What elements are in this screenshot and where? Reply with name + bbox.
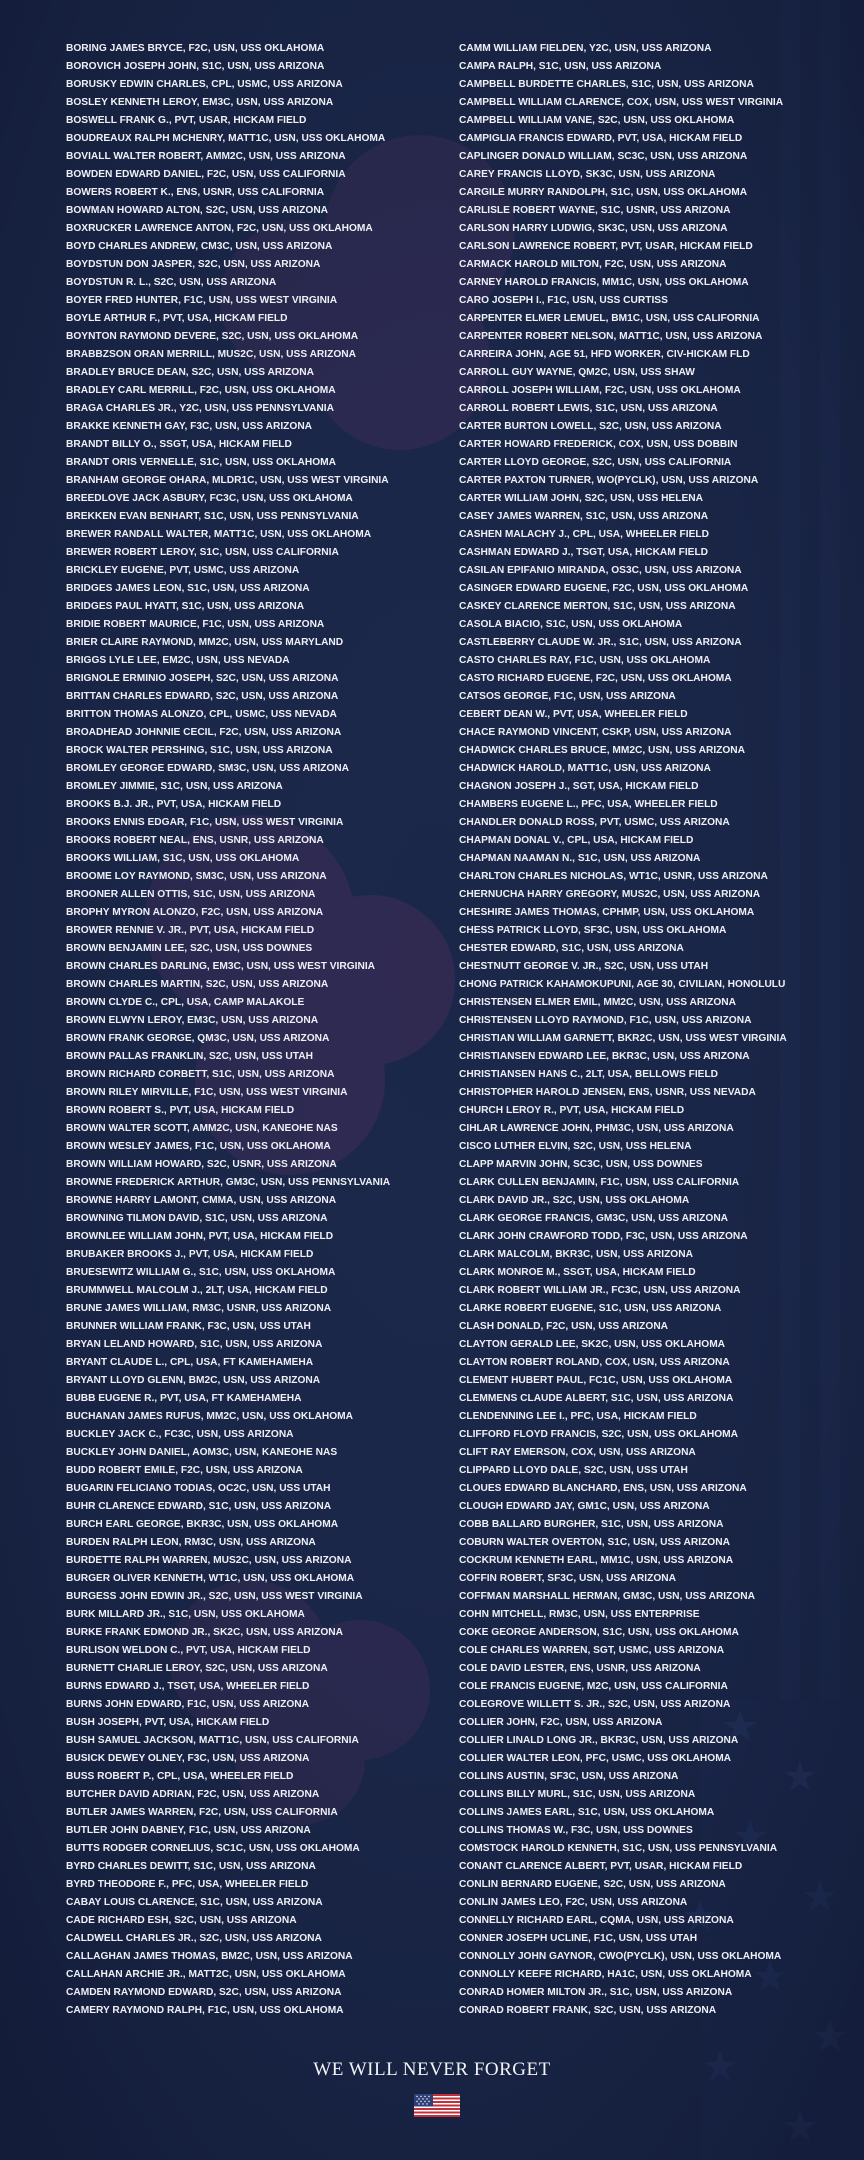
name-entry: BOWMAN HOWARD ALTON, S2C, USN, USS ARIZONA xyxy=(66,205,329,216)
name-entry: BUTCHER DAVID ADRIAN, F2C, USN, USS ARIZONA xyxy=(66,1789,320,1800)
name-entry: BRIDGES JAMES LEON, S1C, USN, USS ARIZONA xyxy=(66,583,310,594)
name-entry: CHRISTENSEN LLOYD RAYMOND, F1C, USN, USS ARIZONA xyxy=(459,1015,752,1026)
name-entry: BROWER RENNIE V. JR., PVT, USA, HICKAM FIELD xyxy=(66,925,315,936)
name-entry: BOXRUCKER LAWRENCE ANTON, F2C, USN, USS OKLAHOMA xyxy=(66,223,373,234)
name-entry: CAMPBELL WILLIAM VANE, S2C, USN, USS OKLAHOMA xyxy=(459,115,735,126)
name-entry: BROWNLEE WILLIAM JOHN, PVT, USA, HICKAM FIELD xyxy=(66,1231,334,1242)
name-entry: CAPLINGER DONALD WILLIAM, SC3C, USN, USS ARIZONA xyxy=(459,151,748,162)
us-flag-icon xyxy=(414,2094,460,2117)
name-entry: CAMERY RAYMOND RALPH, F1C, USN, USS OKLAHOMA xyxy=(66,2005,344,2016)
name-entry: CISCO LUTHER ELVIN, S2C, USN, USS HELENA xyxy=(459,1141,692,1152)
name-entry: COHN MITCHELL, RM3C, USN, USS ENTERPRISE xyxy=(459,1609,700,1620)
name-entry: COLLINS JAMES EARL, S1C, USN, USS OKLAHOMA xyxy=(459,1807,715,1818)
name-entry: BROADHEAD JOHNNIE CECIL, F2C, USN, USS ARIZONA xyxy=(66,727,342,738)
name-entry: CARREIRA JOHN, AGE 51, HFD WORKER, CIV-HICKAM FLD xyxy=(459,349,750,360)
name-entry: CARNEY HAROLD FRANCIS, MM1C, USN, USS OKLAHOMA xyxy=(459,277,749,288)
name-entry: COLLIER JOHN, F2C, USN, USS ARIZONA xyxy=(459,1717,663,1728)
name-entry: BUSH JOSEPH, PVT, USA, HICKAM FIELD xyxy=(66,1717,270,1728)
name-entry: BROWN CHARLES MARTIN, S2C, USN, USS ARIZONA xyxy=(66,979,329,990)
name-entry: CONNER JOSEPH UCLINE, F1C, USN, USS UTAH xyxy=(459,1933,698,1944)
name-entry: BRYANT CLAUDE L., CPL, USA, FT KAMEHAMEHA xyxy=(66,1357,314,1368)
name-entry: BUSS ROBERT P., CPL, USA, WHEELER FIELD xyxy=(66,1771,294,1782)
name-entry: CASKEY CLARENCE MERTON, S1C, USN, USS ARIZONA xyxy=(459,601,736,612)
name-entry: CLARK CULLEN BENJAMIN, F1C, USN, USS CALIFORNIA xyxy=(459,1177,740,1188)
name-entry: COLLINS BILLY MURL, S1C, USN, USS ARIZONA xyxy=(459,1789,696,1800)
name-entry: CLARK MONROE M., SSGT, USA, HICKAM FIELD xyxy=(459,1267,696,1278)
name-entry: CLENDENNING LEE I., PFC, USA, HICKAM FIELD xyxy=(459,1411,697,1422)
name-entry: BUCKLEY JACK C., FC3C, USN, USS ARIZONA xyxy=(66,1429,294,1440)
name-entry: BOYDSTUN R. L., S2C, USN, USS ARIZONA xyxy=(66,277,277,288)
name-entry: BURNS EDWARD J., TSGT, USA, WHEELER FIELD xyxy=(66,1681,310,1692)
name-entry: BROCK WALTER PERSHING, S1C, USN, USS ARIZONA xyxy=(66,745,333,756)
name-entry: CARLSON HARRY LUDWIG, SK3C, USN, USS ARIZONA xyxy=(459,223,728,234)
name-entry: BOYNTON RAYMOND DEVERE, S2C, USN, USS OKLAHOMA xyxy=(66,331,359,342)
name-entry: BUBB EUGENE R., PVT, USA, FT KAMEHAMEHA xyxy=(66,1393,302,1404)
name-entry: CONNOLLY KEEFE RICHARD, HA1C, USN, USS OKLAHOMA xyxy=(459,1969,752,1980)
name-entry: CASTO CHARLES RAY, F1C, USN, USS OKLAHOMA xyxy=(459,655,711,666)
name-entry: CAMDEN RAYMOND EDWARD, S2C, USN, USS ARIZONA xyxy=(66,1987,342,1998)
name-entry: BRYANT LLOYD GLENN, BM2C, USN, USS ARIZONA xyxy=(66,1375,321,1386)
name-entry: COKE GEORGE ANDERSON, S1C, USN, USS OKLAHOMA xyxy=(459,1627,739,1638)
name-entry: BRANDT BILLY O., SSGT, USA, HICKAM FIELD xyxy=(66,439,292,450)
name-entry: CARLISLE ROBERT WAYNE, S1C, USNR, USS ARIZONA xyxy=(459,205,731,216)
name-entry: BROWN RILEY MIRVILLE, F1C, USN, USS WEST VIRGINIA xyxy=(66,1087,348,1098)
name-entry: BROWN PALLAS FRANKLIN, S2C, USN, USS UTAH xyxy=(66,1051,313,1062)
name-entry: CASHEN MALACHY J., CPL, USA, WHEELER FIELD xyxy=(459,529,709,540)
name-entry: BUTLER JAMES WARREN, F2C, USN, USS CALIFORNIA xyxy=(66,1807,338,1818)
name-entry: BRYAN LELAND HOWARD, S1C, USN, USS ARIZONA xyxy=(66,1339,323,1350)
name-entry: CASILAN EPIFANIO MIRANDA, OS3C, USN, USS ARIZONA xyxy=(459,565,742,576)
name-entry: BRITTON THOMAS ALONZO, CPL, USMC, USS NEVADA xyxy=(66,709,337,720)
name-entry: BRUNE JAMES WILLIAM, RM3C, USNR, USS ARIZONA xyxy=(66,1303,332,1314)
name-entry: CLOUES EDWARD BLANCHARD, ENS, USN, USS ARIZONA xyxy=(459,1483,747,1494)
name-entry: BURGESS JOHN EDWIN JR., S2C, USN, USS WEST VIRGINIA xyxy=(66,1591,363,1602)
name-entry: BROWN ELWYN LEROY, EM3C, USN, USS ARIZONA xyxy=(66,1015,319,1026)
name-entry: COLE FRANCIS EUGENE, M2C, USN, USS CALIFORNIA xyxy=(459,1681,728,1692)
name-entry: BOYDSTUN DON JASPER, S2C, USN, USS ARIZONA xyxy=(66,259,321,270)
name-entry: COFFMAN MARSHALL HERMAN, GM3C, USN, USS ARIZONA xyxy=(459,1591,755,1602)
name-entry: BUDD ROBERT EMILE, F2C, USN, USS ARIZONA xyxy=(66,1465,303,1476)
name-entry: BRADLEY BRUCE DEAN, S2C, USN, USS ARIZONA xyxy=(66,367,314,378)
name-entry: BROWN BENJAMIN LEE, S2C, USN, USS DOWNES xyxy=(66,943,313,954)
name-entry: BRABBZSON ORAN MERRILL, MUS2C, USN, USS ARIZONA xyxy=(66,349,356,360)
name-entry: CHESHIRE JAMES THOMAS, CPHMP, USN, USS OKLAHOMA xyxy=(459,907,755,918)
name-entry: CLARK GEORGE FRANCIS, GM3C, USN, USS ARIZONA xyxy=(459,1213,729,1224)
name-entry: BRIGGS LYLE LEE, EM2C, USN, USS NEVADA xyxy=(66,655,290,666)
name-entry: CARGILE MURRY RANDOLPH, S1C, USN, USS OKLAHOMA xyxy=(459,187,748,198)
name-entry: CLEMENT HUBERT PAUL, FC1C, USN, USS OKLAHOMA xyxy=(459,1375,733,1386)
name-entry: CHRISTIANSEN EDWARD LEE, BKR3C, USN, USS ARIZONA xyxy=(459,1051,750,1062)
name-entry: BRADLEY CARL MERRILL, F2C, USN, USS OKLAHOMA xyxy=(66,385,336,396)
name-entry: CLARK DAVID JR., S2C, USN, USS OKLAHOMA xyxy=(459,1195,690,1206)
name-entry: CASHMAN EDWARD J., TSGT, USA, HICKAM FIELD xyxy=(459,547,709,558)
name-entry: BROMLEY JIMMIE, S1C, USN, USS ARIZONA xyxy=(66,781,283,792)
name-entry: COLEGROVE WILLETT S. JR., S2C, USN, USS ARIZONA xyxy=(459,1699,731,1710)
name-entry: BOWDEN EDWARD DANIEL, F2C, USN, USS CALIFORNIA xyxy=(66,169,346,180)
name-entry: CHAMBERS EUGENE L., PFC, USA, WHEELER FIELD xyxy=(459,799,718,810)
name-entry: CLIFFORD FLOYD FRANCIS, S2C, USN, USS OKLAHOMA xyxy=(459,1429,739,1440)
name-entry: CHESTER EDWARD, S1C, USN, USS ARIZONA xyxy=(459,943,684,954)
name-entry: CLIFT RAY EMERSON, COX, USN, USS ARIZONA xyxy=(459,1447,696,1458)
name-entry: CONRAD HOMER MILTON JR., S1C, USN, USS ARIZONA xyxy=(459,1987,733,1998)
name-entry: CARTER LLOYD GEORGE, S2C, USN, USS CALIFORNIA xyxy=(459,457,732,468)
name-entry: CHANDLER DONALD ROSS, PVT, USMC, USS ARIZONA xyxy=(459,817,730,828)
name-entry: BREWER RANDALL WALTER, MATT1C, USN, USS OKLAHOMA xyxy=(66,529,372,540)
name-entry: CHRISTIANSEN HANS C., 2LT, USA, BELLOWS FIELD xyxy=(459,1069,719,1080)
name-entry: BURK MILLARD JR., S1C, USN, USS OKLAHOMA xyxy=(66,1609,305,1620)
name-entry: COLLINS THOMAS W., F3C, USN, USS DOWNES xyxy=(459,1825,693,1836)
name-entry: BUTTS RODGER CORNELIUS, SC1C, USN, USS OKLAHOMA xyxy=(66,1843,360,1854)
name-entry: BOWERS ROBERT K., ENS, USNR, USS CALIFORNIA xyxy=(66,187,325,198)
name-entry: BORUSKY EDWIN CHARLES, CPL, USMC, USS ARIZONA xyxy=(66,79,343,90)
name-entry: BRUMMWELL MALCOLM J., 2LT, USA, HICKAM FIELD xyxy=(66,1285,328,1296)
name-entry: CAMPIGLIA FRANCIS EDWARD, PVT, USA, HICKAM FIELD xyxy=(459,133,743,144)
name-entry: CALLAHAN ARCHIE JR., MATT2C, USN, USS OKLAHOMA xyxy=(66,1969,346,1980)
name-entry: CHACE RAYMOND VINCENT, CSKP, USN, USS ARIZONA xyxy=(459,727,732,738)
name-entry: CASINGER EDWARD EUGENE, F2C, USN, USS OKLAHOMA xyxy=(459,583,749,594)
name-entry: CHESS PATRICK LLOYD, SF3C, USN, USS OKLAHOMA xyxy=(459,925,727,936)
name-entry: COFFIN ROBERT, SF3C, USN, USS ARIZONA xyxy=(459,1573,676,1584)
name-entry: CAMPBELL WILLIAM CLARENCE, COX, USN, USS WEST VIRGINIA xyxy=(459,97,784,108)
name-entry: BOYLE ARTHUR F., PVT, USA, HICKAM FIELD xyxy=(66,313,288,324)
name-entry: CARROLL GUY WAYNE, QM2C, USN, USS SHAW xyxy=(459,367,695,378)
name-entry: CLARK ROBERT WILLIAM JR., FC3C, USN, USS ARIZONA xyxy=(459,1285,741,1296)
name-entry: CLAYTON GERALD LEE, SK2C, USN, USS OKLAHOMA xyxy=(459,1339,726,1350)
name-entry: BROOME LOY RAYMOND, SM3C, USN, USS ARIZONA xyxy=(66,871,327,882)
name-entry: COLE DAVID LESTER, ENS, USNR, USS ARIZONA xyxy=(459,1663,701,1674)
name-entry: BURDEN RALPH LEON, RM3C, USN, USS ARIZONA xyxy=(66,1537,316,1548)
name-entry: BROWNING TILMON DAVID, S1C, USN, USS ARIZONA xyxy=(66,1213,328,1224)
name-entry: BROWNE FREDERICK ARTHUR, GM3C, USN, USS PENNSYLVANIA xyxy=(66,1177,391,1188)
name-entry: CASEY JAMES WARREN, S1C, USN, USS ARIZONA xyxy=(459,511,709,522)
name-entry: CLARK MALCOLM, BKR3C, USN, USS ARIZONA xyxy=(459,1249,693,1260)
left-names-column xyxy=(66,40,446,2020)
name-entry: CASOLA BIACIO, S1C, USN, USS OKLAHOMA xyxy=(459,619,683,630)
name-entry: CONRAD ROBERT FRANK, S2C, USN, USS ARIZONA xyxy=(459,2005,717,2016)
name-entry: BUTLER JOHN DABNEY, F1C, USN, USS ARIZONA xyxy=(66,1825,311,1836)
name-entry: BRICKLEY EUGENE, PVT, USMC, USS ARIZONA xyxy=(66,565,300,576)
name-entry: CHARLTON CHARLES NICHOLAS, WT1C, USNR, USS ARIZONA xyxy=(459,871,768,882)
name-entry: CHONG PATRICK KAHAMOKUPUNI, AGE 30, CIVILIAN, HONOLULU xyxy=(459,979,786,990)
name-entry: CLASH DONALD, F2C, USN, USS ARIZONA xyxy=(459,1321,669,1332)
name-entry: CARTER BURTON LOWELL, S2C, USN, USS ARIZONA xyxy=(459,421,722,432)
name-entry: CAMPA RALPH, S1C, USN, USS ARIZONA xyxy=(459,61,662,72)
name-entry: CATSOS GEORGE, F1C, USN, USS ARIZONA xyxy=(459,691,676,702)
name-entry: COBB BALLARD BURGHER, S1C, USN, USS ARIZONA xyxy=(459,1519,724,1530)
name-entry: BRIDGES PAUL HYATT, S1C, USN, USS ARIZONA xyxy=(66,601,305,612)
name-entry: CONLIN BERNARD EUGENE, S2C, USN, USS ARIZONA xyxy=(459,1879,726,1890)
name-entry: BROOKS ENNIS EDGAR, F1C, USN, USS WEST VIRGINIA xyxy=(66,817,344,828)
name-entry: BRIGNOLE ERMINIO JOSEPH, S2C, USN, USS ARIZONA xyxy=(66,673,339,684)
name-entry: CASTO RICHARD EUGENE, F2C, USN, USS OKLAHOMA xyxy=(459,673,732,684)
name-entry: BORING JAMES BRYCE, F2C, USN, USS OKLAHOMA xyxy=(66,43,325,54)
name-entry: BURDETTE RALPH WARREN, MUS2C, USN, USS ARIZONA xyxy=(66,1555,352,1566)
name-entry: COLLIER LINALD LONG JR., BKR3C, USN, USS ARIZONA xyxy=(459,1735,739,1746)
name-entry: BREKKEN EVAN BENHART, S1C, USN, USS PENNSYLVANIA xyxy=(66,511,359,522)
name-entry: CLEMMENS CLAUDE ALBERT, S1C, USN, USS ARIZONA xyxy=(459,1393,734,1404)
name-entry: COCKRUM KENNETH EARL, MM1C, USN, USS ARIZONA xyxy=(459,1555,734,1566)
name-entry: CONANT CLARENCE ALBERT, PVT, USAR, HICKAM FIELD xyxy=(459,1861,743,1872)
name-entry: CHESTNUTT GEORGE V. JR., S2C, USN, USS UTAH xyxy=(459,961,709,972)
name-entry: BRITTAN CHARLES EDWARD, S2C, USN, USS ARIZONA xyxy=(66,691,339,702)
name-entry: CARTER WILLIAM JOHN, S2C, USN, USS HELENA xyxy=(459,493,703,504)
name-entry: BUSH SAMUEL JACKSON, MATT1C, USN, USS CALIFORNIA xyxy=(66,1735,359,1746)
name-entry: BURNETT CHARLIE LEROY, S2C, USN, USS ARIZONA xyxy=(66,1663,328,1674)
name-entry: CHRISTOPHER HAROLD JENSEN, ENS, USNR, USS NEVADA xyxy=(459,1087,756,1098)
name-entry: BRUBAKER BROOKS J., PVT, USA, HICKAM FIELD xyxy=(66,1249,314,1260)
name-entry: BROMLEY GEORGE EDWARD, SM3C, USN, USS ARIZONA xyxy=(66,763,350,774)
name-entry: CHRISTIAN WILLIAM GARNETT, BKR2C, USN, USS WEST VIRGINIA xyxy=(459,1033,787,1044)
name-entry: CLAYTON ROBERT ROLAND, COX, USN, USS ARIZONA xyxy=(459,1357,730,1368)
name-entry: BROWN FRANK GEORGE, QM3C, USN, USS ARIZONA xyxy=(66,1033,330,1044)
name-entry: CAREY FRANCIS LLOYD, SK3C, USN, USS ARIZONA xyxy=(459,169,716,180)
name-entry: BRUESEWITZ WILLIAM G., S1C, USN, USS OKLAHOMA xyxy=(66,1267,336,1278)
name-entry: CARO JOSEPH I., F1C, USN, USS CURTISS xyxy=(459,295,668,306)
name-entry: CARROLL JOSEPH WILLIAM, F2C, USN, USS OKLAHOMA xyxy=(459,385,741,396)
name-entry: CEBERT DEAN W., PVT, USA, WHEELER FIELD xyxy=(459,709,688,720)
name-entry: COLLINS AUSTIN, SF3C, USN, USS ARIZONA xyxy=(459,1771,679,1782)
name-entry: CLARKE ROBERT EUGENE, S1C, USN, USS ARIZONA xyxy=(459,1303,722,1314)
name-entry: BURNS JOHN EDWARD, F1C, USN, USS ARIZONA xyxy=(66,1699,310,1710)
name-entry: BRAGA CHARLES JR., Y2C, USN, USS PENNSYLVANIA xyxy=(66,403,334,414)
name-entry: BOSLEY KENNETH LEROY, EM3C, USN, USS ARIZONA xyxy=(66,97,334,108)
name-entry: COLLIER WALTER LEON, PFC, USMC, USS OKLAHOMA xyxy=(459,1753,732,1764)
name-entry: BURLISON WELDON C., PVT, USA, HICKAM FIELD xyxy=(66,1645,311,1656)
name-entry: BRUNNER WILLIAM FRANK, F3C, USN, USS UTAH xyxy=(66,1321,311,1332)
name-entry: BROWN CLYDE C., CPL, USA, CAMP MALAKOLE xyxy=(66,997,305,1008)
name-entry: CHADWICK HAROLD, MATT1C, USN, USS ARIZONA xyxy=(459,763,711,774)
name-entry: CHURCH LEROY R., PVT, USA, HICKAM FIELD xyxy=(459,1105,685,1116)
name-entry: BROONER ALLEN OTTIS, S1C, USN, USS ARIZONA xyxy=(66,889,316,900)
name-entry: BYRD CHARLES DEWITT, S1C, USN, USS ARIZONA xyxy=(66,1861,316,1872)
name-entry: BRANDT ORIS VERNELLE, S1C, USN, USS OKLAHOMA xyxy=(66,457,336,468)
name-entry: CONNELLY RICHARD EARL, CQMA, USN, USS ARIZONA xyxy=(459,1915,734,1926)
name-entry: BURCH EARL GEORGE, BKR3C, USN, USS OKLAHOMA xyxy=(66,1519,339,1530)
name-entry: BRANHAM GEORGE OHARA, MLDR1C, USN, USS WEST VIRGINIA xyxy=(66,475,389,486)
name-entry: CALLAGHAN JAMES THOMAS, BM2C, USN, USS ARIZONA xyxy=(66,1951,353,1962)
name-entry: BOUDREAUX RALPH MCHENRY, MATT1C, USN, USS OKLAHOMA xyxy=(66,133,386,144)
name-entry: CARLSON LAWRENCE ROBERT, PVT, USAR, HICKAM FIELD xyxy=(459,241,753,252)
name-entry: COBURN WALTER OVERTON, S1C, USN, USS ARIZONA xyxy=(459,1537,730,1548)
name-entry: CARPENTER ROBERT NELSON, MATT1C, USN, USS ARIZONA xyxy=(459,331,763,342)
name-entry: BROOKS ROBERT NEAL, ENS, USNR, USS ARIZONA xyxy=(66,835,324,846)
name-entry: CADE RICHARD ESH, S2C, USN, USS ARIZONA xyxy=(66,1915,297,1926)
name-entry: CLIPPARD LLOYD DALE, S2C, USN, USS UTAH xyxy=(459,1465,688,1476)
name-entry: BOYER FRED HUNTER, F1C, USN, USS WEST VIRGINIA xyxy=(66,295,338,306)
name-entry: CARTER HOWARD FREDERICK, COX, USN, USS DOBBIN xyxy=(459,439,738,450)
name-entry: BROWN CHARLES DARLING, EM3C, USN, USS WEST VIRGINIA xyxy=(66,961,376,972)
name-entry: BURKE FRANK EDMOND JR., SK2C, USN, USS ARIZONA xyxy=(66,1627,343,1638)
right-names-column xyxy=(459,40,859,2020)
name-entry: BROWN WILLIAM HOWARD, S2C, USNR, USS ARIZONA xyxy=(66,1159,337,1170)
name-entry: CARPENTER ELMER LEMUEL, BM1C, USN, USS CALIFORNIA xyxy=(459,313,760,324)
name-entry: CLAPP MARVIN JOHN, SC3C, USN, USS DOWNES xyxy=(459,1159,703,1170)
name-entry: BYRD THEODORE F., PFC, USA, WHEELER FIELD xyxy=(66,1879,309,1890)
name-entry: BRIDIE ROBERT MAURICE, F1C, USN, USS ARIZONA xyxy=(66,619,325,630)
name-entry: BUSICK DEWEY OLNEY, F3C, USN, USS ARIZONA xyxy=(66,1753,310,1764)
name-entry: CONNOLLY JOHN GAYNOR, CWO(PYCLK), USN, USS OKLAHOMA xyxy=(459,1951,782,1962)
name-entry: CAMM WILLIAM FIELDEN, Y2C, USN, USS ARIZONA xyxy=(459,43,712,54)
name-entry: BOROVICH JOSEPH JOHN, S1C, USN, USS ARIZONA xyxy=(66,61,325,72)
name-entry: BRIER CLAIRE RAYMOND, MM2C, USN, USS MARYLAND xyxy=(66,637,344,648)
name-entry: BOYD CHARLES ANDREW, CM3C, USN, USS ARIZONA xyxy=(66,241,333,252)
name-entry: CARTER PAXTON TURNER, WO(PYCLK), USN, USS ARIZONA xyxy=(459,475,759,486)
name-entry: CIHLAR LAWRENCE JOHN, PHM3C, USN, USS ARIZONA xyxy=(459,1123,734,1134)
name-entry: BOSWELL FRANK G., PVT, USAR, HICKAM FIELD xyxy=(66,115,307,126)
name-entry: CARMACK HAROLD MILTON, F2C, USN, USS ARIZONA xyxy=(459,259,727,270)
name-entry: BREWER ROBERT LEROY, S1C, USN, USS CALIFORNIA xyxy=(66,547,339,558)
name-entry: BUHR CLARENCE EDWARD, S1C, USN, USS ARIZONA xyxy=(66,1501,332,1512)
name-entry: CLARK JOHN CRAWFORD TODD, F3C, USN, USS ARIZONA xyxy=(459,1231,748,1242)
name-entry: BROOKS WILLIAM, S1C, USN, USS OKLAHOMA xyxy=(66,853,300,864)
name-entry: BOVIALL WALTER ROBERT, AMM2C, USN, USS ARIZONA xyxy=(66,151,346,162)
name-entry: BRAKKE KENNETH GAY, F3C, USN, USS ARIZONA xyxy=(66,421,313,432)
name-entry: CHADWICK CHARLES BRUCE, MM2C, USN, USS ARIZONA xyxy=(459,745,746,756)
name-entry: CABAY LOUIS CLARENCE, S1C, USN, USS ARIZONA xyxy=(66,1897,323,1908)
name-entry: BROOKS B.J. JR., PVT, USA, HICKAM FIELD xyxy=(66,799,282,810)
name-entry: CONLIN JAMES LEO, F2C, USN, USS ARIZONA xyxy=(459,1897,688,1908)
name-entry: BROWN ROBERT S., PVT, USA, HICKAM FIELD xyxy=(66,1105,295,1116)
name-entry: BROWN WALTER SCOTT, AMM2C, USN, KANEOHE NAS xyxy=(66,1123,338,1134)
name-entry: CHAPMAN DONAL V., CPL, USA, HICKAM FIELD xyxy=(459,835,694,846)
name-entry: BROWN RICHARD CORBETT, S1C, USN, USS ARIZONA xyxy=(66,1069,335,1080)
name-entry: BREEDLOVE JACK ASBURY, FC3C, USN, USS OKLAHOMA xyxy=(66,493,353,504)
name-entry: CARROLL ROBERT LEWIS, S1C, USN, USS ARIZONA xyxy=(459,403,718,414)
name-entry: BROPHY MYRON ALONZO, F2C, USN, USS ARIZONA xyxy=(66,907,324,918)
name-entry: CALDWELL CHARLES JR., S2C, USN, USS ARIZONA xyxy=(66,1933,322,1944)
name-entry: BUCHANAN JAMES RUFUS, MM2C, USN, USS OKLAHOMA xyxy=(66,1411,353,1422)
name-entry: CHERNUCHA HARRY GREGORY, MUS2C, USN, USS ARIZONA xyxy=(459,889,761,900)
name-entry: BUCKLEY JOHN DANIEL, AOM3C, USN, KANEOHE NAS xyxy=(66,1447,338,1458)
name-entry: BUGARIN FELICIANO TODIAS, OC2C, USN, USS UTAH xyxy=(66,1483,331,1494)
name-entry: BURGER OLIVER KENNETH, WT1C, USN, USS OKLAHOMA xyxy=(66,1573,355,1584)
name-entry: CLOUGH EDWARD JAY, GM1C, USN, USS ARIZONA xyxy=(459,1501,710,1512)
name-entry: CHRISTENSEN ELMER EMIL, MM2C, USN, USS ARIZONA xyxy=(459,997,736,1008)
name-entry: COMSTOCK HAROLD KENNETH, S1C, USN, USS PENNSYLVANIA xyxy=(459,1843,778,1854)
name-entry: CAMPBELL BURDETTE CHARLES, S1C, USN, USS ARIZONA xyxy=(459,79,754,90)
name-entry: BROWN WESLEY JAMES, F1C, USN, USS OKLAHOMA xyxy=(66,1141,331,1152)
name-entry: CHAPMAN NAAMAN N., S1C, USN, USS ARIZONA xyxy=(459,853,701,864)
name-entry: CHAGNON JOSEPH J., SGT, USA, HICKAM FIELD xyxy=(459,781,699,792)
name-entry: BROWNE HARRY LAMONT, CMMA, USN, USS ARIZONA xyxy=(66,1195,337,1206)
name-entry: CASTLEBERRY CLAUDE W. JR., S1C, USN, USS ARIZONA xyxy=(459,637,742,648)
memorial-footer-text: WE WILL NEVER FORGET xyxy=(313,2059,551,2080)
name-entry: COLE CHARLES WARREN, SGT, USMC, USS ARIZONA xyxy=(459,1645,725,1656)
